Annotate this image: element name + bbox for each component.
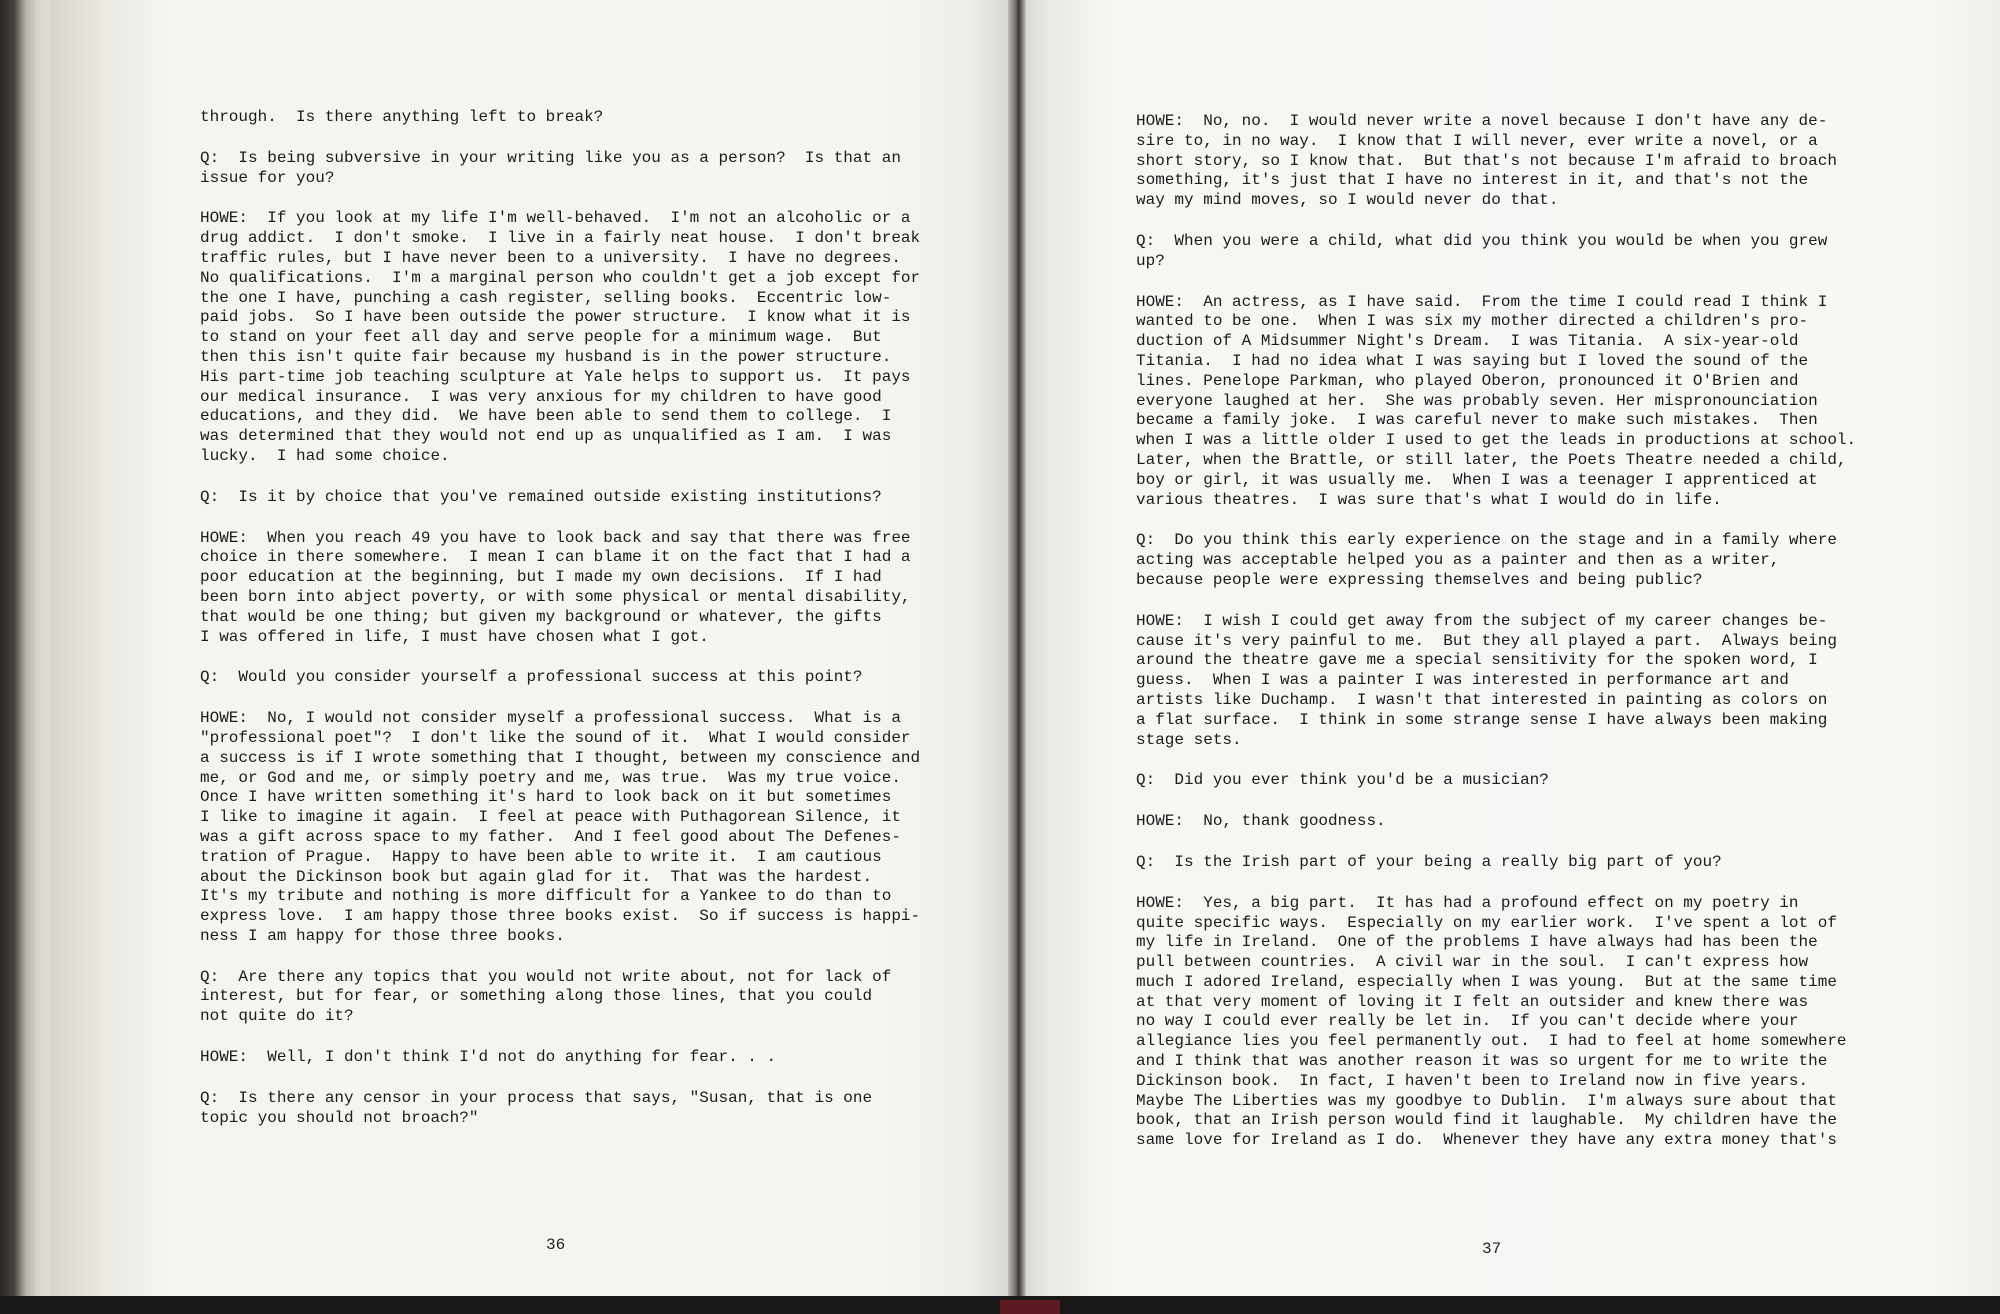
text-line: I like to imagine it again. I feel at peace with Puthagorean Silence, it: [200, 808, 901, 827]
text-line: drug addict. I don't smoke. I live in a fairly neat house. I don't break: [200, 229, 921, 248]
paragraph: [1136, 112, 1916, 211]
text-line: HOWE: I wish I could get away from the subject of my career changes be-: [1136, 611, 1828, 630]
text-line: I was offered in life, I must have chosen what I got.: [200, 627, 709, 646]
text-line: about the Dickinson book but again glad for it. That was the hardest.: [200, 867, 873, 886]
text-line: was a gift across space to my father. And I feel good about The Defenes-: [200, 827, 901, 846]
paragraph: [200, 108, 980, 128]
text-line: lines. Penelope Parkman, who played Oberon, pronounced it O'Brien and: [1136, 371, 1799, 390]
text-line: Q: Do you think this early experience on the stage and in a family where: [1136, 531, 1837, 550]
paragraph: [1136, 812, 1916, 832]
text-line: to stand on your feet all day and serve people for a minimum wage. But: [200, 328, 882, 347]
text-line: was determined that they would not end up as unqualified as I am. I was: [200, 427, 892, 446]
paragraph: [200, 968, 980, 1027]
text-line: lucky. I had some choice.: [200, 446, 450, 465]
text-line: duction of A Midsummer Night's Dream. I was Titania. A six-year-old: [1136, 332, 1799, 351]
text-line: HOWE: No, no. I would never write a novel because I don't have any de-: [1136, 112, 1828, 130]
text-line: the one I have, punching a cash register, selling books. Eccentric low-: [200, 288, 892, 307]
paragraph: [1136, 293, 1916, 511]
paragraph: [200, 209, 980, 466]
text-line: paid jobs. So I have been outside the power structure. I know what it is: [200, 308, 911, 327]
text-line: when I was a little older I used to get the leads in productions at school.: [1136, 431, 1857, 450]
text-line: acting was acceptable helped you as a painter and then as a writer,: [1136, 551, 1780, 570]
text-line: everyone laughed at her. She was probably seven. Her mispronounciation: [1136, 391, 1818, 410]
text-line: way my mind moves, so I would never do that.: [1136, 191, 1559, 210]
text-line: sire to, in no way. I know that I will never, ever write a novel, or a: [1136, 131, 1818, 150]
text-line: choice in there somewhere. I mean I can blame it on the fact that I had a: [200, 548, 911, 567]
text-line: same love for Ireland as I do. Whenever they have any extra money that's: [1136, 1131, 1837, 1150]
text-line: and I think that was another reason it was so urgent for me to write the: [1136, 1052, 1828, 1071]
text-line: allegiance lies you feel permanently out. I had to feel at home somewhere: [1136, 1032, 1847, 1051]
text-line: Q: Is being subversive in your writing like you as a person? Is that an: [200, 148, 901, 167]
text-line: Q: Would you consider yourself a professional success at this point?: [200, 668, 863, 687]
text-line: wanted to be one. When I was six my mother directed a children's pro-: [1136, 312, 1809, 331]
text-line: traffic rules, but I have never been to a university. I have no degrees.: [200, 248, 901, 267]
paragraph: [200, 488, 980, 508]
text-line: much I adored Ireland, especially when I was young. But at the same time: [1136, 972, 1837, 991]
text-line: Q: Is it by choice that you've remained outside existing institutions?: [200, 487, 882, 506]
text-line: a success is if I wrote something that I thought, between my conscience and: [200, 748, 921, 767]
text-line: guess. When I was a painter I was interested in performance art and: [1136, 671, 1789, 690]
left-page-number: 36: [546, 1236, 566, 1254]
text-line: book, that an Irish person would find it laughable. My children have the: [1136, 1111, 1837, 1130]
text-line: a flat surface. I think in some strange sense I have always been making: [1136, 710, 1828, 729]
book-gutter: [1008, 0, 1026, 1314]
paragraph: [1136, 612, 1916, 751]
text-line: educations, and they did. We have been able to send them to college. I: [200, 407, 892, 426]
text-line: around the theatre gave me a special sensitivity for the spoken word, I: [1136, 651, 1818, 670]
text-line: then this isn't quite fair because my husband is in the power structure.: [200, 347, 892, 366]
text-line: poor education at the beginning, but I made my own decisions. If I had: [200, 568, 882, 587]
text-line: interest, but for fear, or something along those lines, that you could: [200, 987, 873, 1006]
paragraph: [200, 1048, 980, 1068]
text-line: through. Is there anything left to break?: [200, 108, 604, 126]
text-line: Maybe The Liberties was my goodbye to Dublin. I'm always sure about that: [1136, 1091, 1837, 1110]
text-line: became a family joke. I was careful never to make such mistakes. Then: [1136, 411, 1818, 430]
paragraph: [1136, 232, 1916, 272]
text-line: boy or girl, it was usually me. When I was a teenager I apprenticed at: [1136, 470, 1818, 489]
cover-edge: [1000, 1300, 1060, 1314]
paragraph: [200, 1089, 980, 1129]
text-line: Titania. I had no idea what I was saying but I loved the sound of the: [1136, 351, 1809, 370]
text-line: Q: Did you ever think you'd be a musician?: [1136, 771, 1549, 790]
text-line: HOWE: When you reach 49 you have to look back and say that there was free: [200, 528, 911, 547]
text-line: something, it's just that I have no interest in it, and that's not the: [1136, 171, 1809, 190]
text-line: HOWE: If you look at my life I'm well-behaved. I'm not an alcoholic or a: [200, 209, 911, 228]
text-line: His part-time job teaching sculpture at Yale helps to support us. It pays: [200, 367, 911, 386]
text-line: our medical insurance. I was very anxious for my children to have good: [200, 387, 882, 406]
text-line: stage sets.: [1136, 730, 1242, 749]
text-line: that would be one thing; but given my background or whatever, the gifts: [200, 607, 882, 626]
text-line: HOWE: No, I would not consider myself a professional success. What is a: [200, 709, 901, 728]
text-line: been born into abject poverty, or with some physical or mental disability,: [200, 587, 911, 606]
text-line: me, or God and me, or simply poetry and me, was true. Was my true voice.: [200, 768, 901, 787]
text-line: Q: Is the Irish part of your being a really big part of you?: [1136, 852, 1722, 871]
paragraph: [1136, 531, 1916, 590]
paragraph: [1136, 853, 1916, 873]
paragraph: [200, 668, 980, 688]
text-line: issue for you?: [200, 168, 335, 187]
text-line: express love. I am happy those three books exist. So if success is happi-: [200, 907, 921, 926]
text-line: my life in Ireland. One of the problems I have always had has been the: [1136, 933, 1818, 952]
paragraph: [1136, 894, 1916, 1151]
text-line: "professional poet"? I don't like the sound of it. What I would consider: [200, 728, 911, 747]
text-line: because people were expressing themselves and being public?: [1136, 570, 1703, 589]
text-line: It's my tribute and nothing is more difficult for a Yankee to do than to: [200, 887, 892, 906]
paragraph: [1136, 771, 1916, 791]
text-line: Dickinson book. In fact, I haven't been to Ireland now in five years.: [1136, 1071, 1809, 1090]
text-line: not quite do it?: [200, 1007, 354, 1026]
text-line: various theatres. I was sure that's what I would do in life.: [1136, 490, 1722, 509]
text-line: Later, when the Brattle, or still later, the Poets Theatre needed a child,: [1136, 450, 1847, 469]
text-line: no way I could ever really be let in. If you can't decide where your: [1136, 1012, 1799, 1031]
text-line: tration of Prague. Happy to have been able to write it. I am cautious: [200, 847, 882, 866]
text-line: at that very moment of loving it I felt an outsider and knew there was: [1136, 992, 1809, 1011]
text-line: short story, so I know that. But that's not because I'm afraid to broach: [1136, 151, 1837, 170]
text-line: cause it's very painful to me. But they all played a part. Always being: [1136, 631, 1837, 650]
paragraph: [200, 149, 980, 189]
right-page-text: [1136, 112, 1916, 1172]
text-line: HOWE: An actress, as I have said. From the time I could read I think I: [1136, 292, 1828, 311]
text-line: HOWE: Yes, a big part. It has had a profound effect on my poetry in: [1136, 893, 1799, 912]
text-line: topic you should not broach?": [200, 1108, 479, 1127]
text-line: Q: When you were a child, what did you think you would be when you grew: [1136, 231, 1828, 250]
text-line: ness I am happy for those three books.: [200, 926, 565, 945]
text-line: Once I have written something it's hard to look back on it but sometimes: [200, 788, 892, 807]
text-line: No qualifications. I'm a marginal person who couldn't get a job except for: [200, 268, 921, 287]
paragraph: [200, 529, 980, 648]
text-line: quite specific ways. Especially on my earlier work. I've spent a lot of: [1136, 913, 1837, 932]
paragraph: [200, 709, 980, 947]
text-line: HOWE: Well, I don't think I'd not do anything for fear. . .: [200, 1048, 777, 1067]
right-page-number: 37: [1482, 1240, 1502, 1258]
text-line: Q: Are there any topics that you would not write about, not for lack of: [200, 967, 892, 986]
text-line: HOWE: No, thank goodness.: [1136, 812, 1386, 831]
text-line: pull between countries. A civil war in the soul. I can't express how: [1136, 953, 1809, 972]
text-line: up?: [1136, 251, 1165, 270]
left-page-text: [200, 108, 980, 1149]
text-line: Q: Is there any censor in your process that says, "Susan, that is one: [200, 1088, 873, 1107]
text-line: artists like Duchamp. I wasn't that interested in painting as colors on: [1136, 690, 1828, 709]
